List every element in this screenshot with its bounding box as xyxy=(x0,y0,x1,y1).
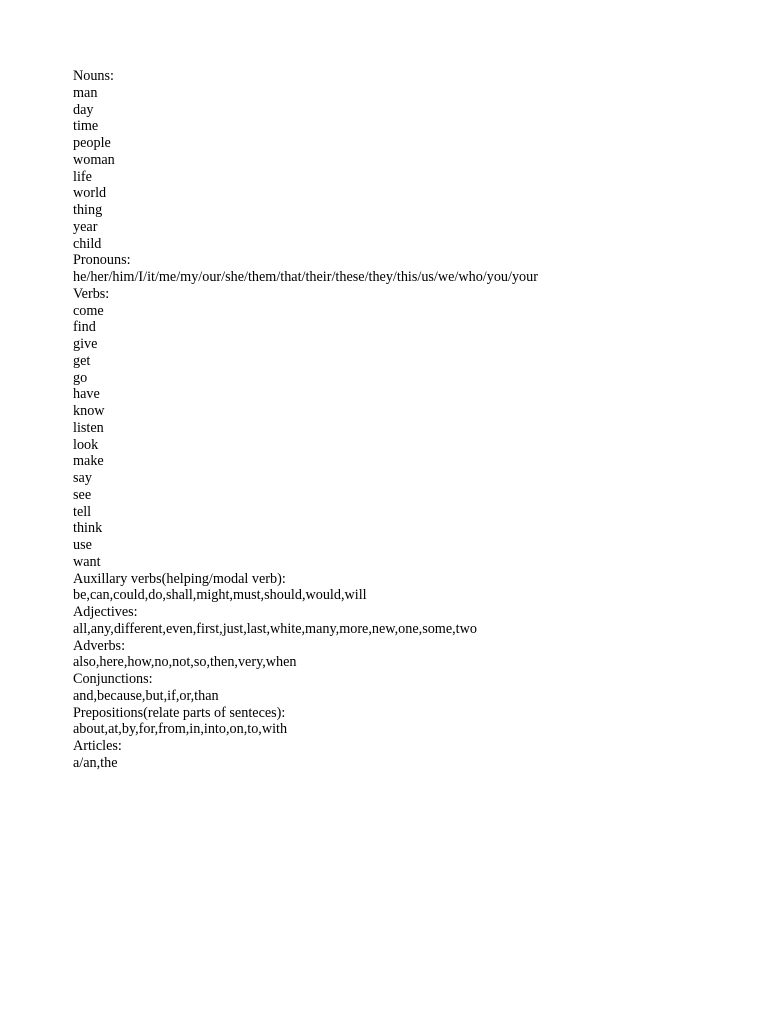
noun-item: life xyxy=(73,168,92,185)
pronoun-list: he/her/him/I/it/me/my/our/she/them/that/their/these/they/this/us/we/who/you/your xyxy=(73,269,538,285)
noun-item: man xyxy=(73,84,98,101)
verb-item: want xyxy=(73,553,101,570)
verb-item: listen xyxy=(73,419,104,436)
noun-item: thing xyxy=(73,202,103,218)
noun-item: woman xyxy=(73,151,115,168)
verb-item: make xyxy=(73,453,104,470)
verb-item: have xyxy=(73,386,100,403)
noun-item: day xyxy=(73,101,94,118)
verb-item: say xyxy=(73,470,92,486)
noun-item: world xyxy=(73,185,107,202)
conjunction-list: and,because,but,if,or,than xyxy=(73,687,219,704)
heading-conjunctions: Conjunctions: xyxy=(73,671,153,687)
verb-item: think xyxy=(73,520,103,537)
verb-item: use xyxy=(73,537,92,553)
noun-item: child xyxy=(73,235,102,252)
document-text xyxy=(73,68,753,772)
verb-item: go xyxy=(73,369,88,386)
verb-item: know xyxy=(73,403,105,419)
noun-item: people xyxy=(73,135,111,151)
adverb-list: also,here,how,no,not,so,then,very,when xyxy=(73,654,297,671)
verb-item: give xyxy=(73,336,98,352)
heading-adjectives: Adjectives: xyxy=(73,604,138,620)
heading-pronouns: Pronouns: xyxy=(73,252,131,269)
auxiliary-verb-list: be,can,could,do,shall,might,must,should,would,will xyxy=(73,587,367,604)
verb-item: see xyxy=(73,486,92,503)
heading-nouns: Nouns: xyxy=(73,68,114,84)
heading-prepositions: Prepositions(relate parts of senteces): xyxy=(73,704,286,721)
heading-verbs: Verbs: xyxy=(73,285,110,302)
verb-item: come xyxy=(73,302,104,319)
heading-articles: Articles: xyxy=(73,738,122,754)
noun-item: year xyxy=(73,218,98,235)
article-list: a/an,the xyxy=(73,754,118,771)
verb-item: look xyxy=(73,436,99,453)
heading-auxiliary-verbs: Auxillary verbs(helping/modal verb): xyxy=(73,570,286,587)
heading-adverbs: Adverbs: xyxy=(73,637,126,654)
verb-item: find xyxy=(73,319,96,336)
noun-item: time xyxy=(73,118,99,135)
verb-item: tell xyxy=(73,503,92,520)
preposition-list: about,at,by,for,from,in,into,on,to,with xyxy=(73,721,288,738)
verb-item: get xyxy=(73,352,91,369)
adjective-list: all,any,different,even,first,just,last,white,many,more,new,one,some,two xyxy=(73,620,477,637)
